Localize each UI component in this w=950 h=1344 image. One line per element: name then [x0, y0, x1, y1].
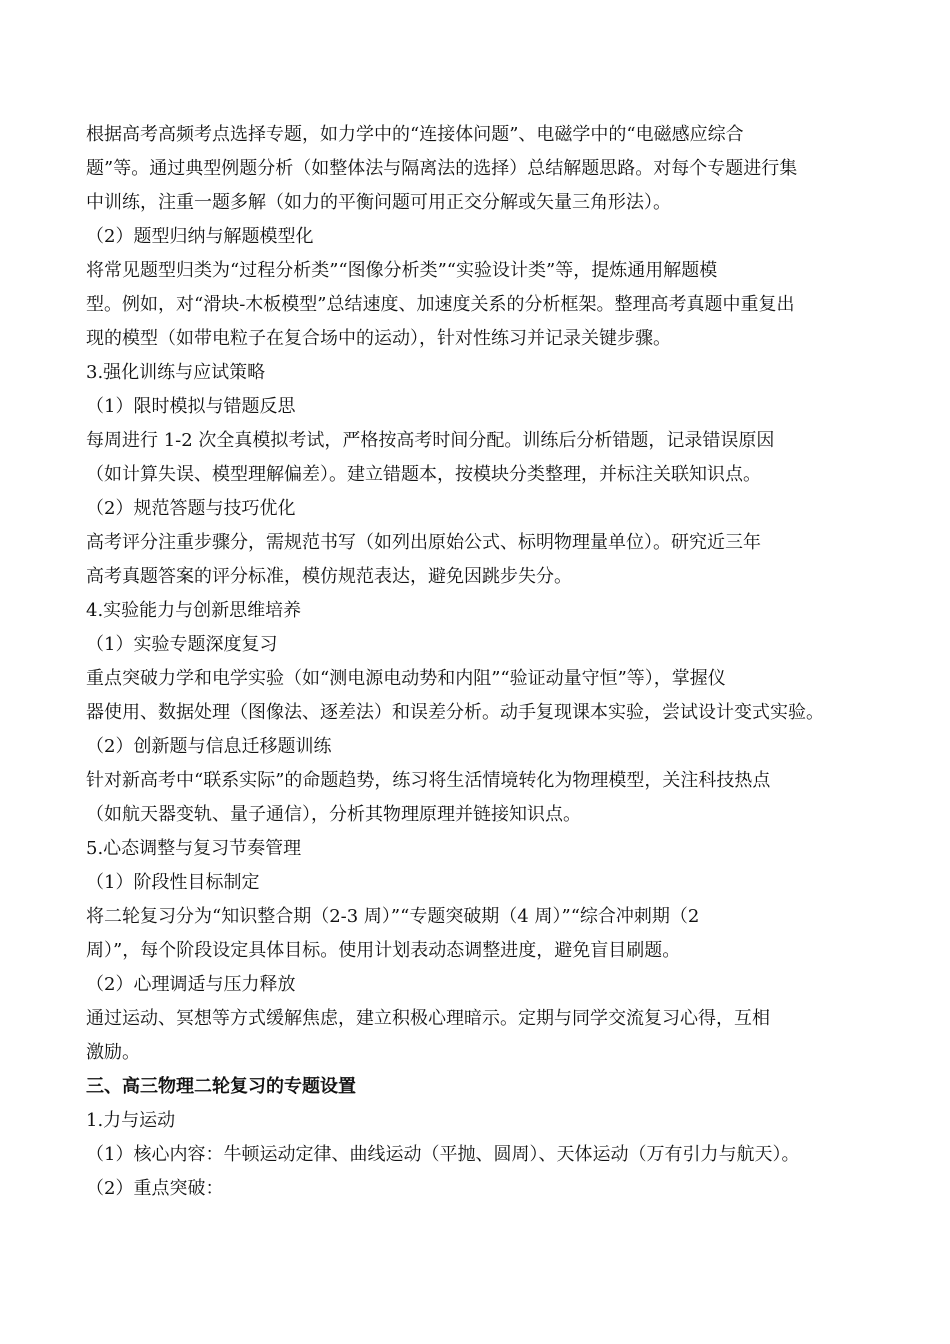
- paragraph-line: 高考评分注重步骤分，需规范书写（如列出原始公式、标明物理量单位）。研究近三年: [86, 532, 761, 553]
- subsection-heading: （1）阶段性目标制定: [86, 872, 260, 893]
- paragraph-line: 根据高考高频考点选择专题，如力学中的“连接体问题”、电磁学中的“电磁感应综合: [86, 124, 744, 145]
- paragraph-line: 每周进行 1-2 次全真模拟考试，严格按高考时间分配。训练后分析错题，记录错误原因: [86, 430, 775, 451]
- subsection-heading: （1）限时模拟与错题反思: [86, 396, 296, 417]
- paragraph-line: 器使用、数据处理（图像法、逐差法）和误差分析。动手复现课本实验，尝试设计变式实验。: [86, 702, 824, 723]
- paragraph-line: 将常见题型归类为“过程分析类”“图像分析类”“实验设计类”等，提炼通用解题模: [86, 260, 718, 281]
- paragraph-line: 通过运动、冥想等方式缓解焦虑，建立积极心理暗示。定期与同学交流复习心得，互相: [86, 1008, 770, 1029]
- section-heading: 1.力与运动: [86, 1110, 176, 1131]
- paragraph-line: （如计算失误、模型理解偏差）。建立错题本，按模块分类整理，并标注关联知识点。: [86, 464, 761, 485]
- paragraph-line: 高考真题答案的评分标准，模仿规范表达，避免因跳步失分。: [86, 566, 572, 587]
- paragraph-line: 针对新高考中“联系实际”的命题趋势，练习将生活情境转化为物理模型，关注科技热点: [86, 770, 771, 791]
- subsection-heading: （1）实验专题深度复习: [86, 634, 278, 655]
- paragraph-line: 将二轮复习分为“知识整合期（2-3 周）”“专题突破期（4 周）”“综合冲刺期（2: [86, 906, 700, 927]
- subsection-heading: （2）规范答题与技巧优化: [86, 498, 296, 519]
- paragraph-line: 现的模型（如带电粒子在复合场中的运动），针对性练习并记录关键步骤。: [86, 328, 671, 349]
- paragraph-line: 题”等。通过典型例题分析（如整体法与隔离法的选择）总结解题思路。对每个专题进行集: [86, 158, 798, 179]
- chapter-heading: 三、高三物理二轮复习的专题设置: [86, 1076, 356, 1097]
- section-heading: 3.强化训练与应试策略: [86, 362, 266, 383]
- paragraph-line: 重点突破力学和电学实验（如“测电源电动势和内阻”“验证动量守恒”等），掌握仪: [86, 668, 726, 689]
- section-heading: 5.心态调整与复习节奏管理: [86, 838, 302, 859]
- subsection-heading: （1）核心内容：牛顿运动定律、曲线运动（平抛、圆周）、天体运动（万有引力与航天）。: [86, 1144, 800, 1165]
- paragraph-line: 激励。: [86, 1042, 140, 1063]
- paragraph-line: 型。例如，对“滑块-木板模型”总结速度、加速度关系的分析框架。整理高考真题中重复出: [86, 294, 795, 315]
- subsection-heading: （2）创新题与信息迁移题训练: [86, 736, 332, 757]
- section-heading: 4.实验能力与创新思维培养: [86, 600, 302, 621]
- paragraph-line: 中训练，注重一题多解（如力的平衡问题可用正交分解或矢量三角形法）。: [86, 192, 671, 213]
- subsection-heading: （2）心理调适与压力释放: [86, 974, 296, 995]
- paragraph-line: 周）”，每个阶段设定具体目标。使用计划表动态调整进度，避免盲目刷题。: [86, 940, 681, 961]
- paragraph-line: （如航天器变轨、量子通信），分析其物理原理并链接知识点。: [86, 804, 581, 825]
- subsection-heading: （2）重点突破：: [86, 1178, 224, 1199]
- subsection-heading: （2）题型归纳与解题模型化: [86, 226, 314, 247]
